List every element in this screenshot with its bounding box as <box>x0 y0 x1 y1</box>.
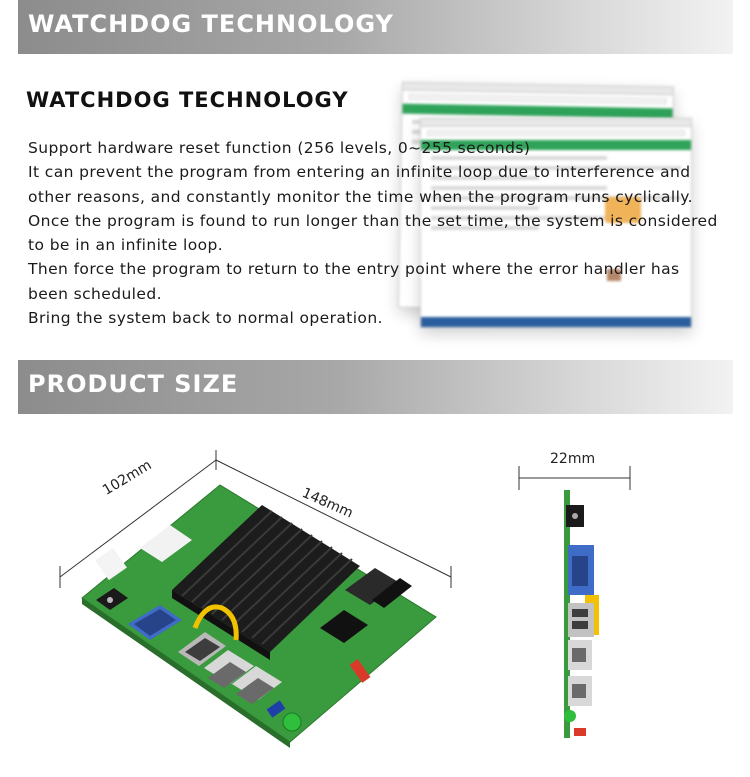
length-dimension-label: 148mm <box>299 485 356 522</box>
watchdog-banner-title: WATCHDOG TECHNOLOGY <box>28 10 394 38</box>
description-line: Once the program is found to run longer than the set time, the system is considered to be in an infinite loop. <box>28 211 718 255</box>
watchdog-heading: WATCHDOG TECHNOLOGY <box>26 88 349 112</box>
motherboard-top-icon <box>82 485 436 748</box>
description-line: Bring the system back to normal operation. <box>28 309 383 328</box>
watchdog-description <box>28 136 718 330</box>
product-size-banner-title: PRODUCT SIZE <box>28 370 239 398</box>
description-line: Support hardware reset function (256 levels, 0~255 seconds) <box>28 139 531 157</box>
product-size-illustration <box>0 430 750 777</box>
motherboard-side-icon <box>564 490 599 738</box>
description-line: Then force the program to return to the entry point where the error handler has been scheduled. <box>28 260 680 303</box>
product-size-banner <box>18 360 733 414</box>
description-line: It can prevent the program from entering an infinite loop due to interference and other reasons, and constantly monitor the time when the program runs cyclically. <box>28 163 693 206</box>
thickness-dimension-label: 22mm <box>550 451 596 467</box>
width-dimension-label: 102mm <box>100 457 155 499</box>
watchdog-banner <box>18 0 733 54</box>
